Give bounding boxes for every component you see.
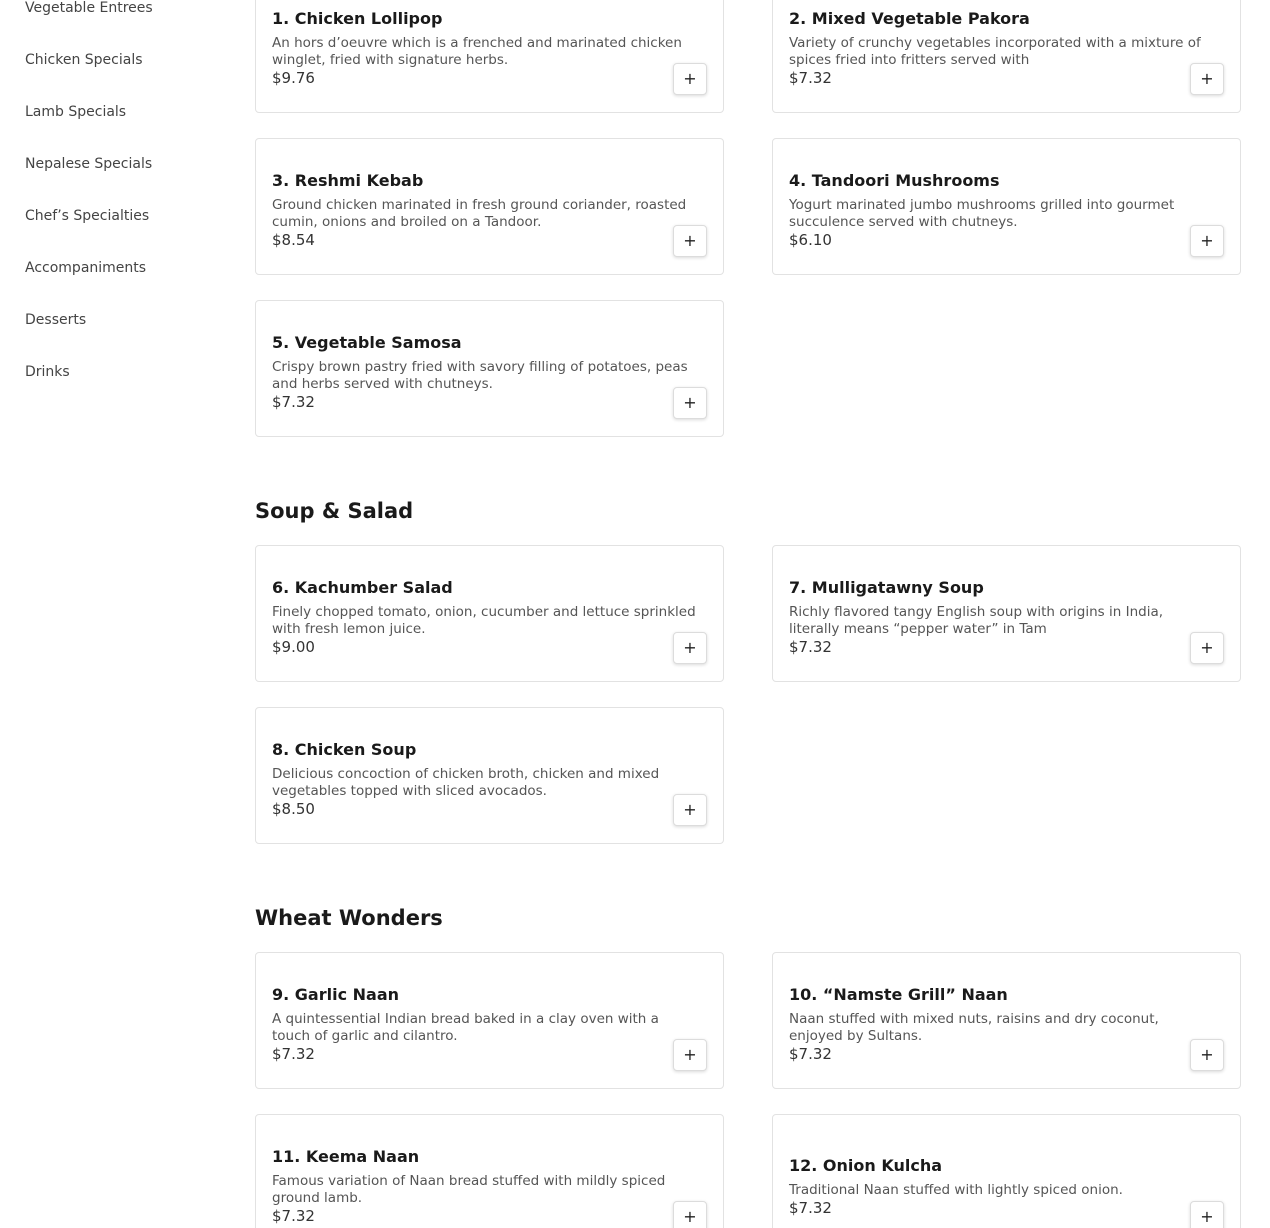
item-name: 3. Reshmi Kebab — [272, 171, 424, 190]
item-description: Variety of crunchy vegetables incorporated with a mixture of spices fried into fritters served with — [789, 35, 1201, 68]
sidebar-item-chefs-specialties[interactable]: Chef’s Specialties — [25, 208, 150, 224]
add-to-cart-button[interactable]: + — [1190, 632, 1224, 664]
item-price: $7.32 — [789, 638, 832, 656]
menu-item-card[interactable] — [255, 952, 724, 1089]
item-name: 8. Chicken Soup — [272, 740, 417, 759]
menu-item-card[interactable] — [772, 138, 1241, 275]
add-to-cart-button[interactable]: + — [673, 387, 707, 419]
item-description: Crispy brown pastry fried with savory filling of potatoes, peas and herbs served with chutneys. — [272, 359, 688, 392]
item-price: $7.32 — [789, 1045, 832, 1063]
sidebar-item-nepalese-specials[interactable]: Nepalese Specials — [25, 156, 153, 172]
item-description: Famous variation of Naan bread stuffed with mildly spiced ground lamb. — [272, 1173, 666, 1206]
item-price: $7.32 — [272, 1207, 315, 1225]
item-price: $8.50 — [272, 800, 315, 818]
add-to-cart-button[interactable]: + — [673, 1039, 707, 1071]
add-to-cart-button[interactable]: + — [1190, 1201, 1224, 1228]
item-description: Ground chicken marinated in fresh ground coriander, roasted cumin, onions and broiled on a Tandoor. — [272, 197, 687, 230]
menu-item-card[interactable] — [772, 545, 1241, 682]
item-name: 11. Keema Naan — [272, 1147, 420, 1166]
menu-item-card[interactable] — [772, 1114, 1241, 1228]
add-to-cart-button[interactable]: + — [673, 632, 707, 664]
item-price: $6.10 — [789, 231, 832, 249]
add-to-cart-button[interactable]: + — [673, 1201, 707, 1228]
item-name: 10. “Namste Grill” Naan — [789, 985, 1008, 1004]
item-description: Yogurt marinated jumbo mushrooms grilled into gourmet succulence served with chutneys. — [789, 197, 1175, 230]
menu-item-card[interactable] — [772, 952, 1241, 1089]
add-to-cart-button[interactable]: + — [673, 794, 707, 826]
add-to-cart-button[interactable]: + — [1190, 63, 1224, 95]
item-name: 1. Chicken Lollipop — [272, 9, 443, 28]
sidebar-item-vegetable-entrees[interactable]: Vegetable Entrees — [25, 0, 153, 16]
soup-salad-grid — [255, 545, 1241, 844]
item-price: $7.32 — [272, 393, 315, 411]
item-description: Finely chopped tomato, onion, cucumber and lettuce sprinkled with fresh lemon juice. — [272, 604, 696, 637]
item-price: $9.76 — [272, 69, 315, 87]
sidebar-item-chicken-specials[interactable]: Chicken Specials — [25, 52, 143, 68]
appetizers-grid — [255, 0, 1241, 437]
sidebar-item-accompaniments[interactable]: Accompaniments — [25, 260, 147, 276]
item-price: $9.00 — [272, 638, 315, 656]
item-description: Delicious concoction of chicken broth, chicken and mixed vegetables topped with sliced avocados. — [272, 766, 660, 799]
menu-item-card[interactable] — [255, 300, 724, 437]
item-price: $7.32 — [789, 69, 832, 87]
section-title-soup-salad: Soup & Salad — [255, 499, 414, 523]
section-title-wheat-wonders: Wheat Wonders — [255, 906, 443, 930]
item-name: 7. Mulligatawny Soup — [789, 578, 984, 597]
add-to-cart-button[interactable]: + — [673, 63, 707, 95]
item-name: 5. Vegetable Samosa — [272, 333, 462, 352]
menu-item-card[interactable] — [772, 0, 1241, 113]
item-description: An hors d’oeuvre which is a frenched and marinated chicken winglet, fried with signature herbs. — [272, 35, 682, 68]
item-name: 9. Garlic Naan — [272, 985, 399, 1004]
item-description: Naan stuffed with mixed nuts, raisins and dry coconut, enjoyed by Sultans. — [789, 1011, 1159, 1044]
item-name: 12. Onion Kulcha — [789, 1156, 943, 1175]
menu-item-card[interactable] — [255, 138, 724, 275]
item-description: Richly flavored tangy English soup with origins in India, literally means “pepper water” in Tam — [789, 604, 1164, 637]
sidebar-item-lamb-specials[interactable]: Lamb Specials — [25, 104, 127, 120]
item-description: Traditional Naan stuffed with lightly spiced onion. — [789, 1182, 1123, 1198]
item-name: 6. Kachumber Salad — [272, 578, 453, 597]
sidebar-item-desserts[interactable]: Desserts — [25, 312, 87, 328]
add-to-cart-button[interactable]: + — [1190, 225, 1224, 257]
item-price: $7.32 — [272, 1045, 315, 1063]
menu-item-card[interactable] — [255, 545, 724, 682]
category-sidebar — [0, 0, 230, 398]
menu-item-card[interactable] — [255, 707, 724, 844]
item-price: $8.54 — [272, 231, 315, 249]
menu-item-card[interactable] — [255, 0, 724, 113]
item-description: A quintessential Indian bread baked in a clay oven with a touch of garlic and cilantro. — [272, 1011, 659, 1044]
item-name: 2. Mixed Vegetable Pakora — [789, 9, 1030, 28]
wheat-wonders-grid — [255, 952, 1241, 1228]
menu-item-card[interactable] — [255, 1114, 724, 1228]
add-to-cart-button[interactable]: + — [673, 225, 707, 257]
item-name: 4. Tandoori Mushrooms — [789, 171, 1000, 190]
item-price: $7.32 — [789, 1199, 832, 1217]
add-to-cart-button[interactable]: + — [1190, 1039, 1224, 1071]
menu-main — [255, 0, 1241, 1228]
sidebar-item-drinks[interactable]: Drinks — [25, 364, 70, 380]
